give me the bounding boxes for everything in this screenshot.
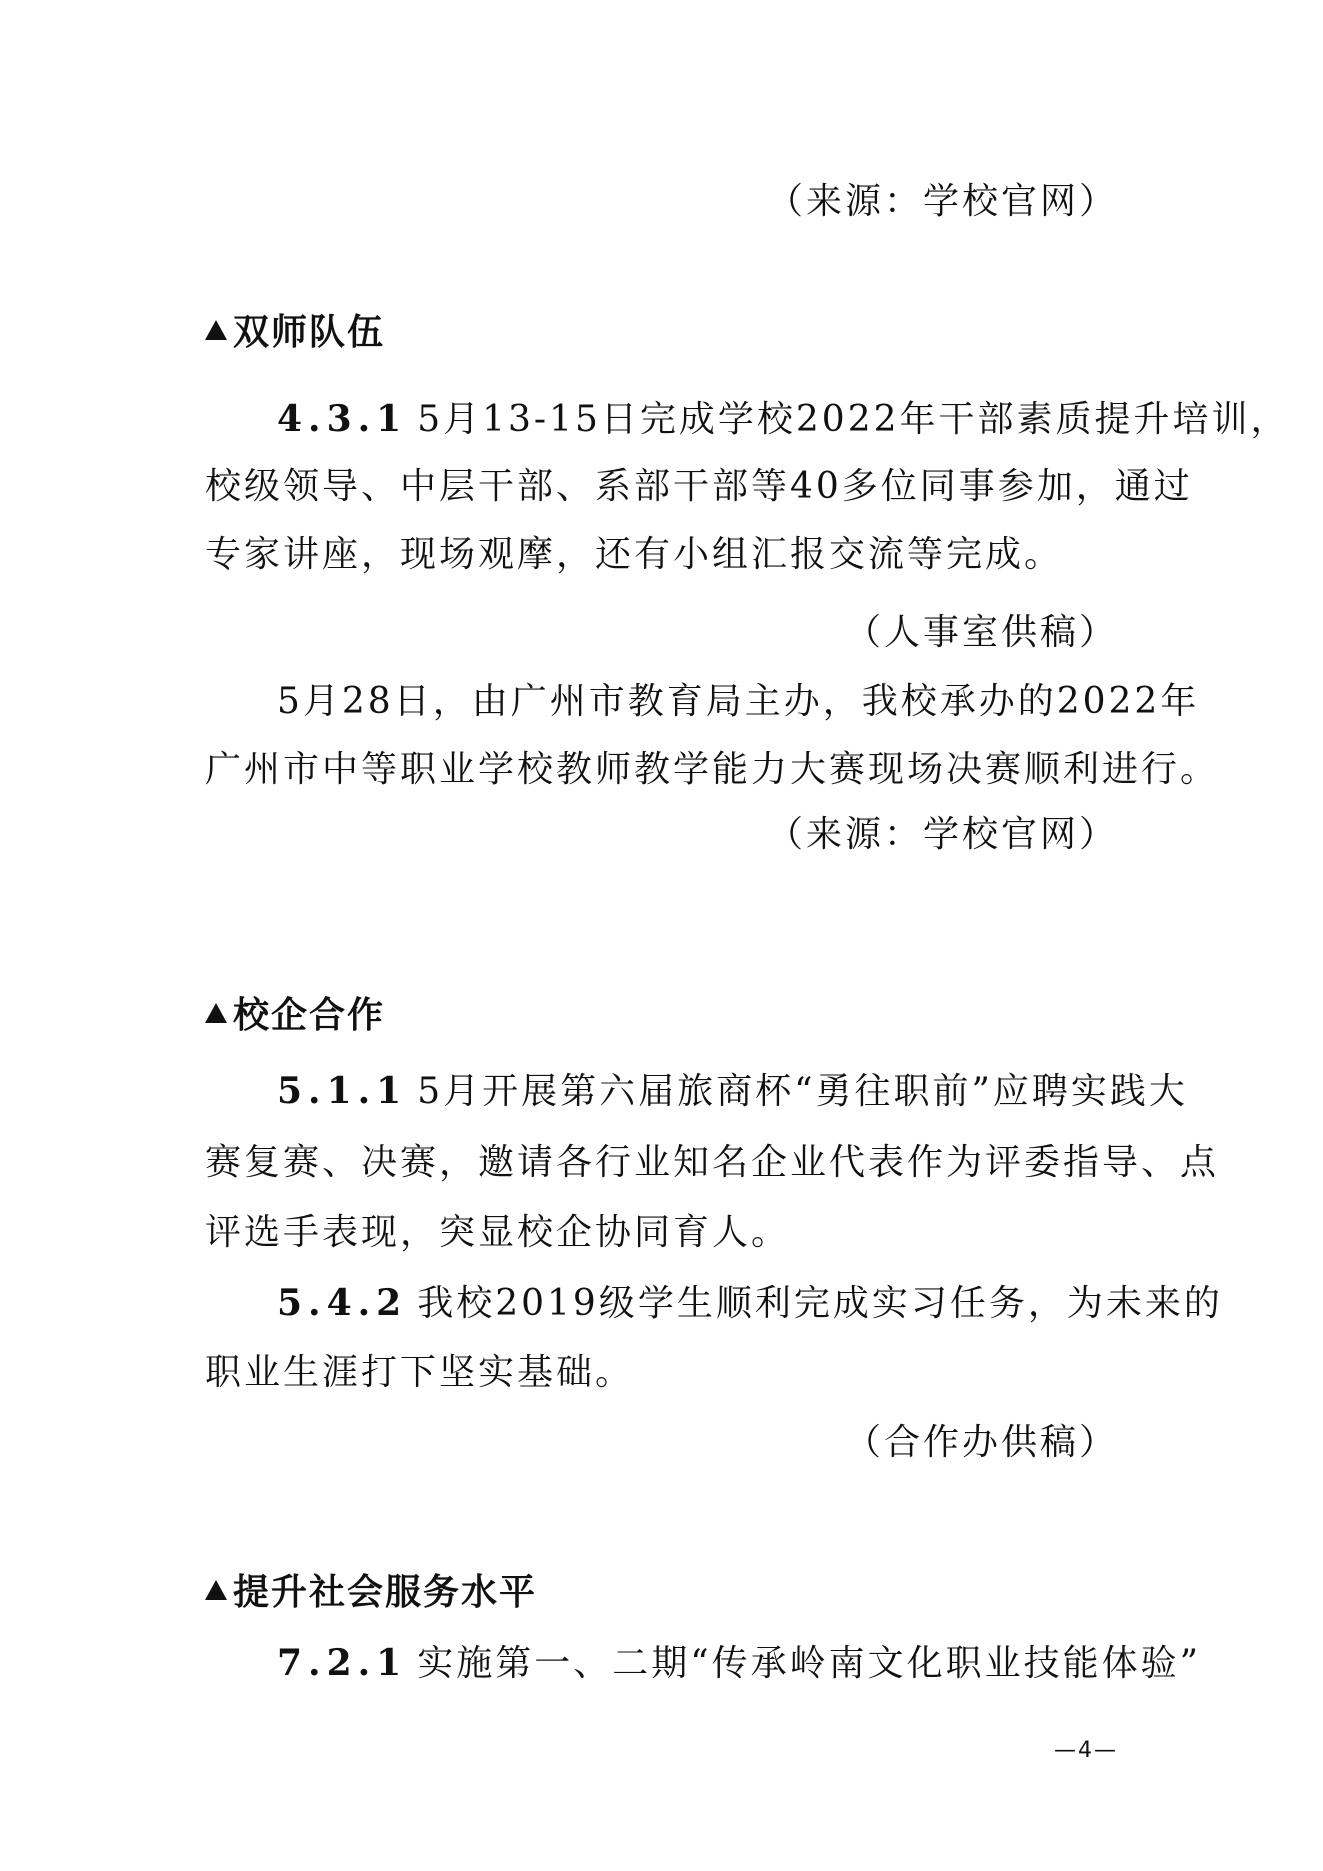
item-number: 5.4.2 — [277, 1282, 408, 1324]
paragraph-line: 5.4.2 我校2019级学生顺利完成实习任务，为未来的 — [277, 1282, 1223, 1324]
source-note: （来源：学校官网） — [766, 181, 1118, 222]
paragraph-line: 校级领导、中层干部、系部干部等40多位同事参加，通过 — [205, 466, 1193, 507]
triangle-icon — [205, 1003, 227, 1023]
section-heading-dual-teacher: 双师队伍 — [205, 309, 385, 357]
section-heading-school-enterprise: 校企合作 — [205, 992, 385, 1040]
paragraph-line: 5月28日，由广州市教育局主办，我校承办的2022年 — [277, 681, 1200, 722]
triangle-icon — [205, 320, 227, 340]
paragraph-line: 职业生涯打下坚实基础。 — [205, 1352, 635, 1393]
paragraph-line: 专家讲座，现场观摩，还有小组汇报交流等完成。 — [205, 534, 1064, 575]
paragraph-line: 5.1.1 5月开展第六届旅商杯“勇往职前”应聘实践大 — [277, 1070, 1188, 1112]
paragraph-line: 4.3.1 5月13-15日完成学校2022年干部素质提升培训， — [277, 398, 1290, 440]
source-note: （来源：学校官网） — [766, 814, 1118, 855]
source-note: （合作办供稿） — [844, 1422, 1118, 1463]
paragraph-line: 7.2.1 实施第一、二期“传承岭南文化职业技能体验” — [277, 1642, 1202, 1684]
paragraph-line: 评选手表现，突显校企协同育人。 — [205, 1212, 791, 1253]
section-heading-social-service: 提升社会服务水平 — [205, 1569, 537, 1617]
paragraph-line: 赛复赛、决赛，邀请各行业知名企业代表作为评委指导、点 — [205, 1142, 1220, 1183]
item-number: 5.1.1 — [277, 1070, 408, 1112]
triangle-icon — [205, 1580, 227, 1600]
item-number: 4.3.1 — [277, 398, 408, 440]
paragraph-line: 广州市中等职业学校教师教学能力大赛现场决赛顺利进行。 — [205, 749, 1220, 790]
item-number: 7.2.1 — [277, 1642, 408, 1684]
page-number: —4— — [1054, 1738, 1118, 1763]
source-note: （人事室供稿） — [844, 612, 1118, 653]
